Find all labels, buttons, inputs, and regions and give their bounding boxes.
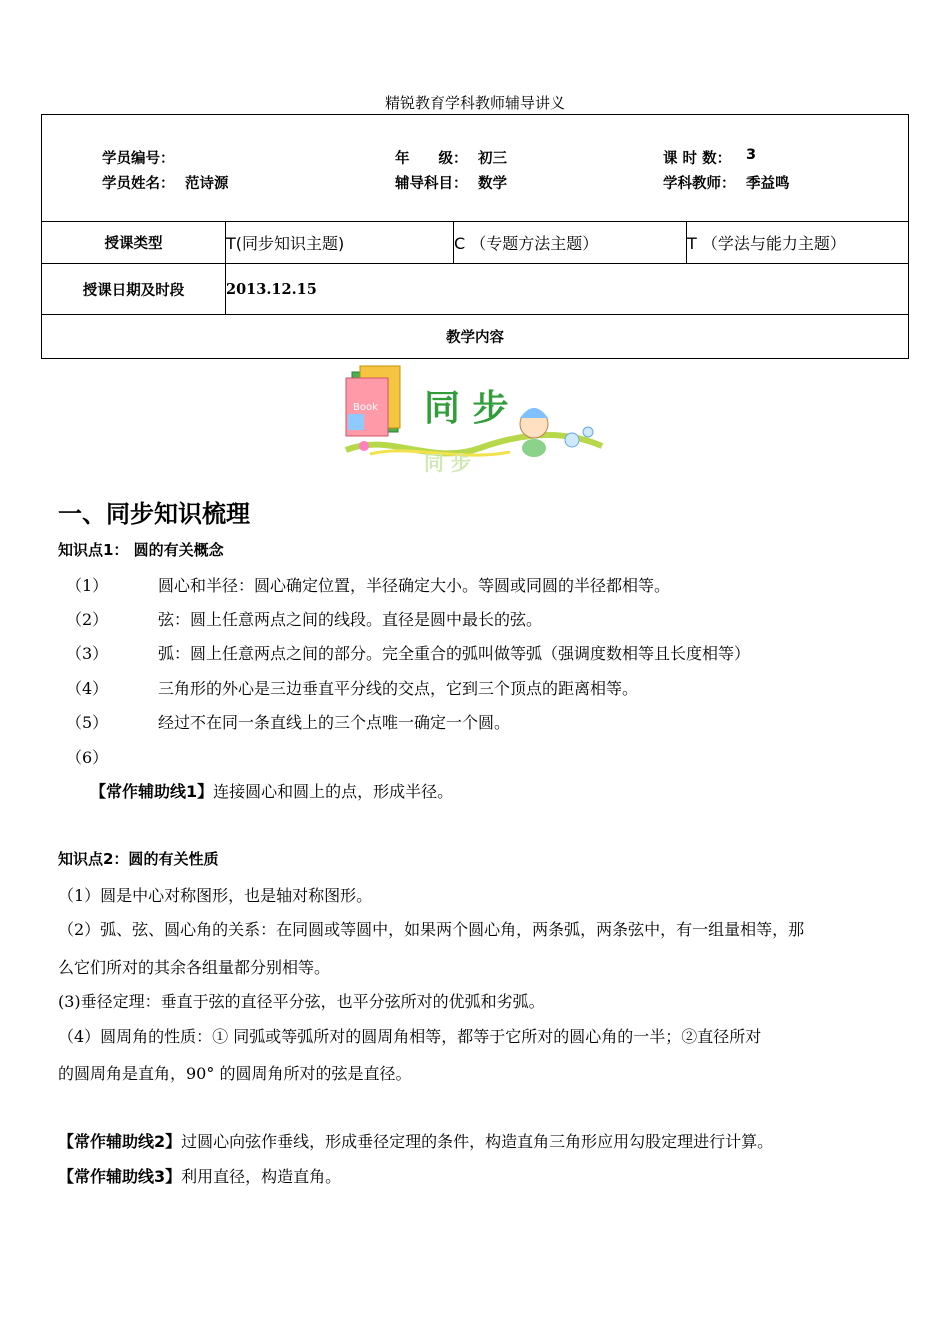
section-title: 一、同步知识梳理 <box>58 500 250 528</box>
list-item: 弦：圆上任意两点之间的线段。直径是圆中最长的弦。 <box>158 610 543 629</box>
sync-banner-image <box>340 362 610 477</box>
aux-line-2-tag: 【常作辅助线2】 <box>58 1132 182 1151</box>
subject-label: 辅导科目： <box>395 176 468 192</box>
aux-line-3 <box>58 1164 341 1187</box>
list-item: 经过不在同一条直线上的三个点唯一确定一个圆。 <box>158 713 511 732</box>
aux-line-1-text: 连接圆心和圆上的点，形成半径。 <box>213 782 454 801</box>
aux-line-3-text: 利用直径，构造直角。 <box>181 1167 342 1186</box>
lesson-type-label: 授课类型 <box>42 222 226 264</box>
book-label: Book <box>353 402 378 413</box>
list-item: 三角形的外心是三边垂直平分线的交点，它到三个顶点的距离相等。 <box>158 679 639 698</box>
lesson-type-option-method: C （专题方法主题） <box>454 222 687 264</box>
subject-value: 数学 <box>478 176 507 192</box>
kp2-line: (3)垂径定理：垂直于弦的直径平分弦，也平分弦所对的优弧和劣弧。 <box>58 992 545 1011</box>
book-sync-illustration <box>340 362 610 477</box>
grade-label: 年 级： <box>395 151 468 167</box>
teacher-value: 季益鸣 <box>746 176 790 192</box>
lesson-info-table <box>41 114 909 359</box>
banner-title: 同 步 <box>424 388 509 429</box>
student-info-cell <box>42 115 909 222</box>
student-name-value: 范诗源 <box>185 176 229 192</box>
knowledge-point-2-title: 知识点2：圆的有关性质 <box>58 850 219 868</box>
aux-line-3-tag: 【常作辅助线3】 <box>58 1167 182 1186</box>
lesson-date-value: 2013.12.15 <box>226 264 909 315</box>
aux-line-1-tag: 【常作辅助线1】 <box>90 782 214 801</box>
list-item: 圆心和半径：圆心确定位置，半径确定大小。等圆或同圆的半径都相等。 <box>158 576 671 595</box>
list-item-number: （6） <box>66 748 109 767</box>
student-name-label: 学员姓名： <box>102 176 175 192</box>
kp2-line: 的圆周角是直角，90° 的圆周角所对的弦是直径。 <box>58 1064 412 1083</box>
lesson-type-option-ability: T （学法与能力主题） <box>687 222 909 264</box>
lesson-type-option-sync: T(同步知识主题) <box>226 222 454 264</box>
list-item-number: （4） <box>66 679 109 698</box>
list-item-number: （1） <box>66 576 109 595</box>
lesson-date-label: 授课日期及时段 <box>42 264 226 315</box>
banner-title-reflection: 同 步 <box>424 451 471 475</box>
lessons-label: 课 时 数： <box>663 151 732 167</box>
knowledge-point-1-title: 知识点1： 圆的有关概念 <box>58 541 224 559</box>
student-id-label: 学员编号： <box>102 151 175 167</box>
aux-line-2 <box>58 1129 773 1152</box>
page-header-title: 精锐教育学科教师辅导讲义 <box>384 94 565 112</box>
teacher-label: 学科教师： <box>663 176 736 192</box>
aux-line-1 <box>90 779 453 802</box>
list-item-number: （5） <box>66 713 109 732</box>
list-item-number: （3） <box>66 644 109 663</box>
list-item-number: （2） <box>66 610 109 629</box>
list-item: 弧：圆上任意两点之间的部分。完全重合的弧叫做等弧（强调度数相等且长度相等） <box>158 644 751 663</box>
teaching-content-label: 教学内容 <box>42 315 909 359</box>
kp2-line: （2）弧、弦、圆心角的关系：在同圆或等圆中，如果两个圆心角，两条弧，两条弦中，有一组量相等，那 <box>58 920 805 939</box>
kp2-line: （4）圆周角的性质：① 同弧或等弧所对的圆周角相等，都等于它所对的圆心角的一半；②直径所对 <box>58 1027 762 1046</box>
kp2-line: （1）圆是中心对称图形，也是轴对称图形。 <box>58 886 373 905</box>
lessons-value: 3 <box>746 147 757 163</box>
kp2-line: 么它们所对的其余各组量都分别相等。 <box>58 958 331 977</box>
aux-line-2-text: 过圆心向弦作垂线，形成垂径定理的条件，构造直角三角形应用勾股定理进行计算。 <box>181 1132 774 1151</box>
grade-value: 初三 <box>478 151 507 167</box>
